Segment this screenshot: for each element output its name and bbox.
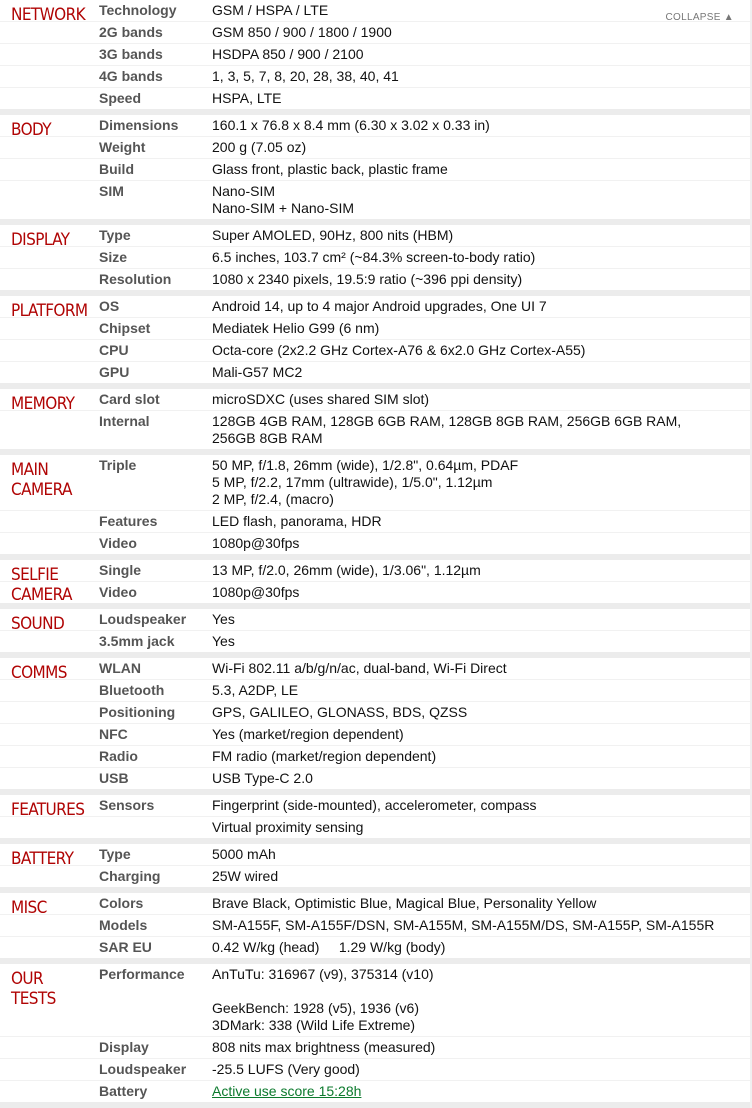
section-title: MEMORY: [11, 394, 75, 414]
spec-value-line: HSDPA 850 / 900 / 2100: [212, 46, 364, 62]
spec-label: 3.5mm jack: [99, 633, 175, 649]
spec-value-line: Octa-core (2x2.2 GHz Cortex-A76 & 6x2.0 GHz Cortex-A55): [212, 342, 586, 358]
section-title: BATTERY: [11, 849, 74, 869]
spec-row: [0, 936, 750, 958]
spec-value-line: 128GB 4GB RAM, 128GB 6GB RAM, 128GB 8GB RAM, 256GB 6GB RAM,: [212, 413, 682, 429]
spec-value-line: Mediatek Helio G99 (6 nm): [212, 320, 380, 336]
spec-label: Type: [99, 227, 131, 243]
spec-row: [0, 795, 750, 816]
spec-row: [0, 180, 750, 219]
spec-section: [0, 893, 750, 964]
spec-value-line: GPS, GALILEO, GLONASS, BDS, QZSS: [212, 704, 468, 720]
spec-section: [0, 0, 750, 115]
spec-value: [212, 181, 750, 219]
spec-label: Single: [99, 562, 142, 578]
spec-row: [0, 532, 750, 554]
spec-label: Performance: [99, 966, 185, 982]
spec-value: [212, 658, 750, 679]
spec-value: [212, 724, 750, 745]
spec-row: [0, 893, 750, 914]
spec-value-line: 5.3, A2DP, LE: [212, 682, 299, 698]
spec-value: [212, 340, 750, 361]
spec-value: [212, 511, 750, 532]
spec-row: [0, 0, 750, 21]
spec-value-line: 256GB 8GB RAM: [212, 430, 323, 446]
spec-row: [0, 65, 750, 87]
spec-section: [0, 795, 750, 844]
spec-row: [0, 865, 750, 887]
spec-row: [0, 136, 750, 158]
spec-value-line: 3DMark: 338 (Wild Life Extreme): [212, 1017, 416, 1033]
spec-value-line: USB Type-C 2.0: [212, 770, 313, 786]
spec-value-line: -25.5 LUFS (Very good): [212, 1061, 360, 1077]
spec-section: [0, 455, 750, 560]
spec-value-line: 50 MP, f/1.8, 26mm (wide), 1/2.8", 0.64µm, PDAF: [212, 457, 519, 473]
spec-row: [0, 1080, 750, 1102]
spec-value: [212, 247, 750, 268]
spec-label: OS: [99, 298, 120, 314]
spec-value: [212, 22, 750, 43]
section-title: NETWORK: [11, 5, 86, 25]
section-title: FEATURES: [11, 800, 85, 820]
section-title: MISC: [11, 898, 47, 918]
spec-value: [212, 893, 750, 914]
spec-label: Build: [99, 161, 134, 177]
spec-section: [0, 609, 750, 658]
spec-value-line: Yes: [212, 611, 235, 627]
spec-section: [0, 296, 750, 389]
spec-row: [0, 914, 750, 936]
spec-value-line: 2 MP, f/2.4, (macro): [212, 491, 334, 507]
section-title: MAIN CAMERA: [11, 460, 72, 500]
spec-value: [212, 844, 750, 865]
spec-row: [0, 389, 750, 410]
spec-value: [212, 702, 750, 723]
spec-value: [212, 455, 750, 510]
spec-value-line: Nano-SIM: [212, 183, 276, 199]
spec-value: [212, 746, 750, 767]
spec-row: [0, 246, 750, 268]
spec-value-line: Nano-SIM + Nano-SIM: [212, 200, 354, 216]
spec-value: [212, 137, 750, 158]
spec-value-line: Yes: [212, 633, 235, 649]
spec-label: Video: [99, 584, 137, 600]
spec-value-line: 808 nits max brightness (measured): [212, 1039, 436, 1055]
spec-row: [0, 339, 750, 361]
spec-label: Weight: [99, 139, 146, 155]
spec-section: [0, 115, 750, 225]
spec-label: Radio: [99, 748, 138, 764]
spec-label: 4G bands: [99, 68, 163, 84]
spec-value: [212, 609, 750, 630]
spec-value-line: 200 g (7.05 oz): [212, 139, 307, 155]
spec-value: [212, 795, 750, 816]
spec-label: Speed: [99, 90, 142, 106]
section-title: SELFIE CAMERA: [11, 565, 72, 605]
spec-row: [0, 816, 750, 838]
spec-value: [212, 115, 750, 136]
spec-value-line: Virtual proximity sensing: [212, 819, 364, 835]
spec-value-line: FM radio (market/region dependent): [212, 748, 437, 764]
spec-row: [0, 510, 750, 532]
spec-value: [212, 269, 750, 290]
section-title: COMMS: [11, 663, 67, 683]
spec-value-line: 1080p@30fps: [212, 584, 300, 600]
spec-label: Charging: [99, 868, 161, 884]
spec-label: SAR EU: [99, 939, 152, 955]
spec-row: [0, 630, 750, 652]
spec-value-line: HSPA, LTE: [212, 90, 282, 106]
battery-test-link[interactable]: Active use score 15:28h: [212, 1083, 362, 1099]
spec-value: [212, 915, 750, 936]
spec-section: [0, 658, 750, 795]
spec-row: [0, 87, 750, 109]
spec-label: Display: [99, 1039, 149, 1055]
spec-row: [0, 455, 750, 510]
spec-label: Resolution: [99, 271, 172, 287]
spec-row: [0, 679, 750, 701]
spec-label: Sensors: [99, 797, 155, 813]
spec-label: WLAN: [99, 660, 141, 676]
spec-label: Video: [99, 535, 137, 551]
spec-label: Positioning: [99, 704, 176, 720]
spec-label: SIM: [99, 183, 124, 199]
spec-value: [212, 88, 750, 109]
spec-row: [0, 1058, 750, 1080]
spec-label: USB: [99, 770, 129, 786]
spec-row: [0, 158, 750, 180]
spec-row: [0, 21, 750, 43]
spec-value: [212, 1081, 750, 1102]
spec-value-line: 1080 x 2340 pixels, 19.5:9 ratio (~396 ppi density): [212, 271, 523, 287]
spec-value: [212, 66, 750, 87]
spec-value: [212, 0, 750, 21]
spec-value: [212, 296, 750, 317]
spec-value: [212, 318, 750, 339]
spec-value-line: 6.5 inches, 103.7 cm² (~84.3% screen-to-body ratio): [212, 249, 536, 265]
spec-value-line: Android 14, up to 4 major Android upgrades, One UI 7: [212, 298, 547, 314]
spec-row: [0, 115, 750, 136]
spec-value: [212, 225, 750, 246]
section-title: BODY: [11, 120, 52, 140]
spec-value-line: LED flash, panorama, HDR: [212, 513, 382, 529]
spec-row: [0, 581, 750, 603]
spec-label: Loudspeaker: [99, 1061, 187, 1077]
collapse-button[interactable]: COLLAPSE ▲: [665, 12, 734, 23]
spec-value-line: AnTuTu: 316967 (v9), 375314 (v10): [212, 966, 434, 982]
spec-row: [0, 723, 750, 745]
spec-value: [212, 582, 750, 603]
spec-value-line: Glass front, plastic back, plastic frame: [212, 161, 448, 177]
spec-value-line: 160.1 x 76.8 x 8.4 mm (6.30 x 3.02 x 0.33 in): [212, 117, 490, 133]
spec-row: [0, 609, 750, 630]
spec-value: [212, 937, 750, 958]
spec-label: 3G bands: [99, 46, 163, 62]
spec-row: [0, 1036, 750, 1058]
spec-value: [212, 362, 750, 383]
spec-label: Type: [99, 846, 131, 862]
spec-value-line: GeekBench: 1928 (v5), 1936 (v6): [212, 1000, 420, 1016]
spec-label: Chipset: [99, 320, 151, 336]
spec-value: [212, 389, 750, 410]
spec-row: [0, 701, 750, 723]
spec-value-line: Super AMOLED, 90Hz, 800 nits (HBM): [212, 227, 454, 243]
spec-label: Dimensions: [99, 117, 179, 133]
spec-row: [0, 844, 750, 865]
spec-row: [0, 767, 750, 789]
spec-value: [212, 560, 750, 581]
section-title: OUR TESTS: [11, 969, 56, 1009]
spec-value-line: Wi-Fi 802.11 a/b/g/n/ac, dual-band, Wi-Fi Direct: [212, 660, 507, 676]
spec-value-line: 1, 3, 5, 7, 8, 20, 28, 38, 40, 41: [212, 68, 399, 84]
spec-value-line: 1080p@30fps: [212, 535, 300, 551]
spec-value-line: Brave Black, Optimistic Blue, Magical Blue, Personality Yellow: [212, 895, 597, 911]
spec-value-line: 0.42 W/kg (head) 1.29 W/kg (body): [212, 939, 446, 955]
spec-value: [212, 533, 750, 554]
spec-label: Models: [99, 917, 148, 933]
spec-value: [212, 768, 750, 789]
spec-label: Card slot: [99, 391, 160, 407]
spec-value-line: 5000 mAh: [212, 846, 276, 862]
spec-value: [212, 44, 750, 65]
spec-section: [0, 389, 750, 455]
spec-row: [0, 560, 750, 581]
spec-value: [212, 866, 750, 887]
section-title: SOUND: [11, 614, 65, 634]
spec-value: [212, 1037, 750, 1058]
spec-label: Size: [99, 249, 128, 265]
spec-row: [0, 43, 750, 65]
spec-row: [0, 361, 750, 383]
spec-value: [212, 817, 750, 838]
spec-label: Battery: [99, 1083, 148, 1099]
spec-value: [212, 631, 750, 652]
spec-value: [212, 964, 750, 1036]
spec-row: [0, 225, 750, 246]
spec-value-line: microSDXC (uses shared SIM slot): [212, 391, 430, 407]
spec-label: Internal: [99, 413, 150, 429]
spec-row: [0, 317, 750, 339]
spec-value: [212, 159, 750, 180]
section-title: PLATFORM: [11, 301, 88, 321]
line-spacer: [212, 983, 750, 1000]
spec-value-line: GSM 850 / 900 / 1800 / 1900: [212, 24, 392, 40]
spec-value-line: Yes (market/region dependent): [212, 726, 404, 742]
spec-value-line: Fingerprint (side-mounted), accelerometer, compass: [212, 797, 537, 813]
spec-label: Loudspeaker: [99, 611, 187, 627]
spec-value: [212, 680, 750, 701]
spec-section: [0, 844, 750, 893]
spec-label: Technology: [99, 2, 177, 18]
spec-label: 2G bands: [99, 24, 163, 40]
spec-label: Colors: [99, 895, 144, 911]
spec-label: Features: [99, 513, 158, 529]
spec-row: [0, 658, 750, 679]
spec-section: [0, 560, 750, 609]
spec-value-line: 25W wired: [212, 868, 279, 884]
spec-row: [0, 410, 750, 449]
spec-section: [0, 964, 750, 1108]
spec-label: Triple: [99, 457, 137, 473]
section-title: DISPLAY: [11, 230, 70, 250]
spec-value-line: Mali-G57 MC2: [212, 364, 303, 380]
spec-value-line: 13 MP, f/2.0, 26mm (wide), 1/3.06", 1.12µm: [212, 562, 481, 578]
spec-label: GPU: [99, 364, 130, 380]
spec-value: [212, 411, 750, 449]
spec-row: [0, 745, 750, 767]
spec-value-line: 5 MP, f/2.2, 17mm (ultrawide), 1/5.0", 1.12µm: [212, 474, 493, 490]
spec-label: Bluetooth: [99, 682, 165, 698]
spec-row: [0, 268, 750, 290]
spec-row: [0, 964, 750, 1036]
spec-row: [0, 296, 750, 317]
spec-value-line: GSM / HSPA / LTE: [212, 2, 329, 18]
spec-label: NFC: [99, 726, 128, 742]
spec-label: CPU: [99, 342, 129, 358]
spec-value-line: SM-A155F, SM-A155F/DSN, SM-A155M, SM-A155M/DS, SM-A155P, SM-A155R: [212, 917, 715, 933]
spec-section: [0, 225, 750, 296]
